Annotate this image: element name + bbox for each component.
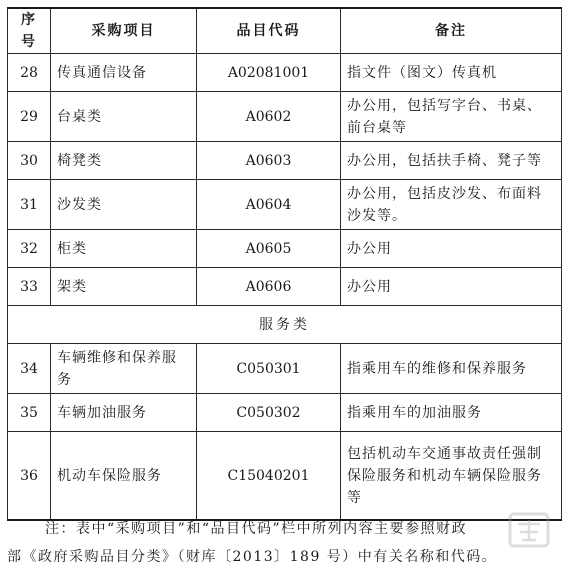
table-row bbox=[8, 92, 562, 142]
row-no: 33 bbox=[8, 268, 51, 306]
table-header-row bbox=[8, 8, 562, 54]
row-item: 柜类 bbox=[51, 230, 197, 268]
row-item: 台桌类 bbox=[51, 92, 197, 142]
row-no: 32 bbox=[8, 230, 51, 268]
row-code: A0603 bbox=[197, 142, 341, 180]
row-code: A0605 bbox=[197, 230, 341, 268]
row-note: 指文件（图文）传真机 bbox=[341, 54, 562, 92]
row-note: 办公用，包括写字台、书桌、前台桌等 bbox=[341, 92, 562, 142]
row-code: C050302 bbox=[197, 394, 341, 432]
row-no: 30 bbox=[8, 142, 51, 180]
table-row bbox=[8, 142, 562, 180]
row-code: A0604 bbox=[197, 180, 341, 230]
row-note: 指乘用车的维修和保养服务 bbox=[341, 344, 562, 394]
row-item: 车辆加油服务 bbox=[51, 394, 197, 432]
row-item: 车辆维修和保养服务 bbox=[51, 344, 197, 394]
row-note: 包括机动车交通事故责任强制保险服务和机动车辆保险服务等 bbox=[341, 432, 562, 521]
table-row bbox=[8, 432, 562, 521]
row-note: 办公用，包括皮沙发、布面料沙发等。 bbox=[341, 180, 562, 230]
row-code: C15040201 bbox=[197, 432, 341, 521]
row-no: 28 bbox=[8, 54, 51, 92]
row-item: 架类 bbox=[51, 268, 197, 306]
table-row bbox=[8, 268, 562, 306]
header-item: 采购项目 bbox=[51, 8, 197, 54]
table-row bbox=[8, 180, 562, 230]
row-item: 传真通信设备 bbox=[51, 54, 197, 92]
row-no: 35 bbox=[8, 394, 51, 432]
row-item: 椅凳类 bbox=[51, 142, 197, 180]
table-row bbox=[8, 394, 562, 432]
section-row bbox=[8, 306, 562, 344]
row-note: 办公用 bbox=[341, 230, 562, 268]
table-row bbox=[8, 54, 562, 92]
header-note: 备注 bbox=[341, 8, 562, 54]
row-code: A0602 bbox=[197, 92, 341, 142]
row-note: 办公用，包括扶手椅、凳子等 bbox=[341, 142, 562, 180]
row-note: 办公用 bbox=[341, 268, 562, 306]
row-no: 36 bbox=[8, 432, 51, 521]
row-note: 指乘用车的加油服务 bbox=[341, 394, 562, 432]
row-item: 机动车保险服务 bbox=[51, 432, 197, 521]
watermark-logo-icon bbox=[504, 510, 554, 550]
row-code: C050301 bbox=[197, 344, 341, 394]
footnote-line-1: 注：表中“采购项目”和“品目代码”栏中所列内容主要参照财政 bbox=[45, 521, 468, 537]
header-no: 序号 bbox=[8, 8, 51, 54]
procurement-catalog-table bbox=[7, 7, 562, 521]
section-label-services: 服务类 bbox=[8, 306, 562, 344]
table-row bbox=[8, 344, 562, 394]
procurement-table-container bbox=[7, 7, 561, 521]
header-code: 品目代码 bbox=[197, 8, 341, 54]
table-row bbox=[8, 230, 562, 268]
row-item: 沙发类 bbox=[51, 180, 197, 230]
row-no: 29 bbox=[8, 92, 51, 142]
footnote-line-2: 部《政府采购品目分类》（财库〔2013〕189 号）中有关名称和代码。 bbox=[7, 549, 498, 565]
row-code: A02081001 bbox=[197, 54, 341, 92]
row-no: 31 bbox=[8, 180, 51, 230]
row-no: 34 bbox=[8, 344, 51, 394]
row-code: A0606 bbox=[197, 268, 341, 306]
